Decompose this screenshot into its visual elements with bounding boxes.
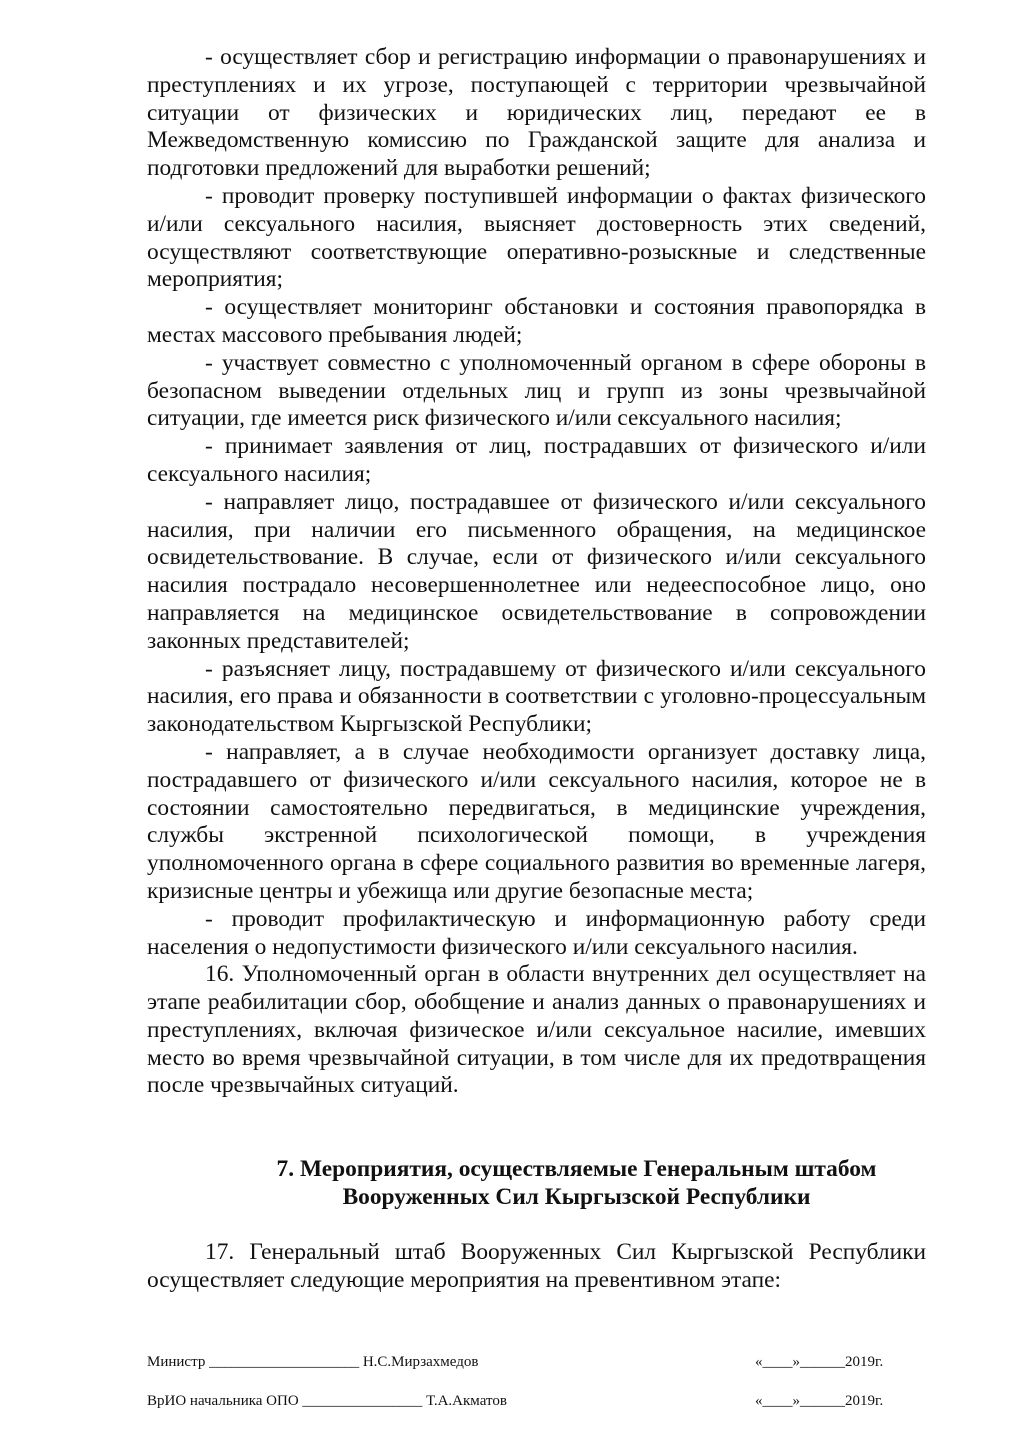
document-body [147, 44, 926, 1100]
paragraph-explain-rights: - разъясняет лицу, пострадавшему от физического и/или сексуального насилия, его права и обязанности в соответствии с уголовно-процессуальным законодательством Кыргызской Республики; [147, 655, 926, 738]
section-heading-line-2: Вооруженных Сил Кыргызской Республики [342, 1184, 811, 1210]
paragraph-17-block [147, 1239, 926, 1295]
minister-signature-label: Министр ____________________ Н.С.Мирзахмедов [147, 1354, 479, 1370]
section-heading [147, 1155, 926, 1211]
paragraph-medical-exam: - направляет лицо, пострадавшее от физического и/или сексуального насилия, при наличии его письменного обращения, на медицинское освидетельствование. В случае, если от физического и/или сексуального насилия пострадало несовершеннолетнее или недееспособное лицо, оно направляется на медицинское освидетельствование в сопровождении законных представителей; [147, 488, 926, 654]
section-heading-line-1: 7. Мероприятия, осуществляемые Генеральным штабом [276, 1156, 877, 1182]
paragraph-prevention: - проводит профилактическую и информационную работу среди населения о недопустимости физического и/или сексуального насилия. [147, 905, 926, 960]
minister-date: «____»______2019г. [755, 1354, 884, 1370]
opo-signature-label: ВрИО начальника ОПО ________________ Т.А.Акматов [147, 1393, 507, 1409]
paragraph-evacuation: - участвует совместно с уполномоченный органом в сфере обороны в безопасном выведении отдельных лиц и групп из зоны чрезвычайной ситуации, где имеется риск физического и/или сексуального насилия; [147, 349, 926, 432]
paragraph-delivery: - направляет, а в случае необходимости организует доставку лица, пострадавшего от физического и/или сексуального насилия, которое не в состоянии самостоятельно передвигаться, в медицинские учреждения, службы экстренной психологической помощи, в учреждения уполномоченного органа в сфере социального развития во временные лагеря, кризисные центры и убежища или другие безопасные места; [147, 738, 926, 904]
opo-date: «____»______2019г. [755, 1393, 884, 1409]
paragraph-monitoring: - осуществляет мониторинг обстановки и состояния правопорядка в местах массового пребывания людей; [147, 294, 926, 348]
paragraph-verify-info: - проводит проверку поступившей информации о фактах физического и/или сексуального насилия, выясняет достоверность этих сведений, осуществляют соответствующие оперативно-розыскные и следственные мероприятия; [147, 182, 926, 293]
paragraph-statements: - принимает заявления от лиц, пострадавших от физического и/или сексуального насилия; [147, 433, 926, 487]
paragraph-collect-info: - осуществляет сбор и регистрацию информации о правонарушениях и преступлениях и их угрозе, поступающей с территории чрезвычайной ситуации от физических и юридических лиц, передают ее в Межведомственную комиссию по Гражданской защите для анализа и подготовки предложений для выработки решений; [147, 44, 926, 182]
paragraph-17: 17. Генеральный штаб Вооруженных Сил Кыргызской Республики осуществляет следующие мероприятия на превентивном этапе: [147, 1239, 926, 1293]
paragraph-16: 16. Уполномоченный орган в области внутренних дел осуществляет на этапе реабилитации сбор, обобщение и анализ данных о правонарушениях и преступлениях, включая физическое и/или сексуальное насилие, имевших место во время чрезвычайной ситуации, в том числе для их предотвращения после чрезвычайных ситуаций. [147, 961, 926, 1099]
